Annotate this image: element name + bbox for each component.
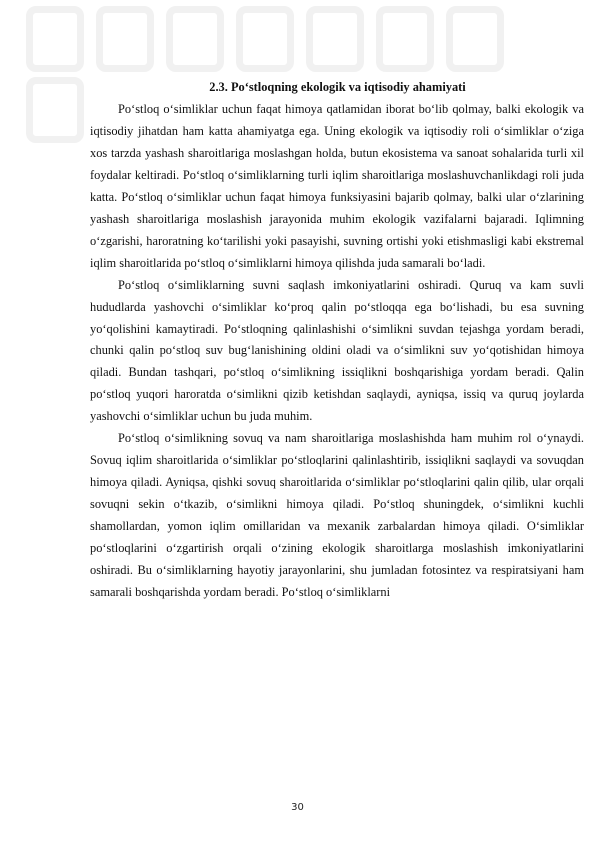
paragraph-3: Po‘stloq o‘simlikning sovuq va nam sharoitlariga moslashishda ham muhim rol o‘ynaydi. Sovuq iqlim sharoitlarida o‘simliklar po‘stloqlarini qalinlashtirib, issiqlikni saqlaydi va sovuqdan himoya qiladi. Ayniqsa, qishki sovuq sharoitlarida o‘simliklar po‘stloqlarini qalin qilib, ular orqali sovuqni sekin o‘tkazib, o‘simlikni himoya qiladi. Po‘stloq shuningdek, o‘simlikni kuchli shamollardan, yomon iqlim omillaridan va mexanik zarbalardan himoya qiladi. O‘simliklar po‘stloqlarini o‘zgartirish orqali o‘zining ekologik sharoitlarga moslashish imkoniyatlarini oshiradi. Bu o‘simliklarning hayotiy jarayonlarini, shu jumladan fotosintez va respiratsiyani ham samarali boshqarishda yordam beradi. Po‘stloq o‘simliklarni bbox=[90, 431, 584, 599]
watermark-background bbox=[20, 6, 575, 76]
page-number: 30 bbox=[291, 802, 304, 813]
section-heading: 2.3. Po‘stloqning ekologik va iqtisodiy ahamiyati bbox=[209, 80, 466, 94]
paragraph-1: Po‘stloq o‘simliklar uchun faqat himoya qatlamidan iborat bo‘lib qolmay, balki ekologik va iqtisodiy jihatdan ham katta ahamiyatga ega. Uning ekologik va iqtisodiy roli o‘simliklar o‘ziga xos tarzda yashash sharoitlariga moslashgan holda, butun ekosistema va sanoat sohalarida turli xil foydalar keltiradi. Po‘stloq o‘simliklarning turli iqlim sharoitlariga moslashuvchanlikdagi roli juda katta. Po‘stloq o‘simliklar uchun faqat himoya funksiyasini bajarib qolmay, balki ular o‘zlarining yashash sharoitlariga moslashish jarayonida muhim ekologik vazifalarni bajaradi. Iqlimning o‘zgarishi, haroratning ko‘tarilishi yoki pasayishi, suvning ortishi yoki etishmasligi kabi ekstremal iqlim sharoitlarida po‘stloq o‘simliklarni himoya qilishda juda samarali bo‘ladi. bbox=[90, 102, 584, 270]
body-text bbox=[90, 99, 584, 604]
paragraph-2: Po‘stloq o‘simliklarning suvni saqlash imkoniyatlarini oshiradi. Quruq va kam suvli hududlarda yashovchi o‘simliklar ko‘proq qalin po‘stloqqa ega bo‘lishadi, bu esa suvning yo‘qolishini kamaytiradi. Po‘stloqning qalinlashishi o‘simlikni suvdan tejashga yordam beradi, chunki qalin po‘stloq suv bug‘lanishining oldini oladi va o‘simlikni suv yo‘qotishidan himoya qiladi. Bundan tashqari, po‘stloq o‘simlikning issiqlikni boshqarishiga yordam beradi. Qalin po‘stloq yuqori haroratda o‘simlikni qizib ketishdan saqlaydi, ayniqsa, issiq va quruq joylarda yashovchi o‘simliklar uchun bu juda muhim. bbox=[90, 277, 584, 424]
